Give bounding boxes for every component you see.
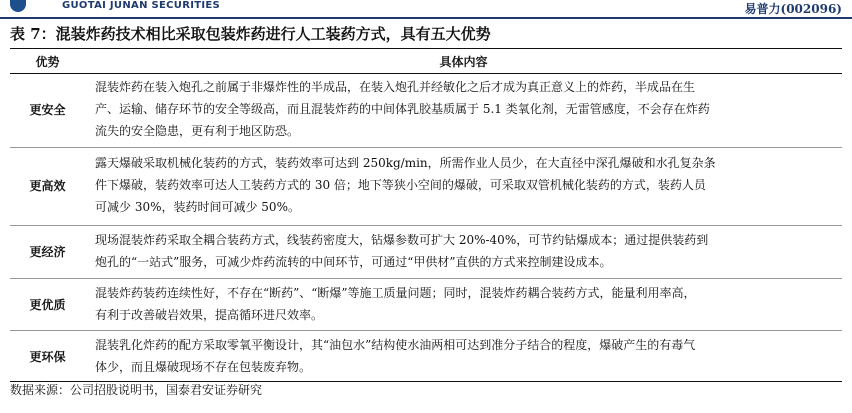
table-row [10,331,842,382]
guotai-junan-logo-icon [10,0,26,12]
content-line: 有利于改善破岩效果，提高循环进尺效率。 [95,308,324,322]
column-header-details: 具体内容 [439,55,488,69]
content-line: 混装乳化炸药的配方采取零氧平衡设计，其“油包水”结构使水油两相可达到准分子结合的程度，爆破产生的有毒气 [95,338,696,352]
row-content [95,334,830,378]
content-line: 产、运输、储存环节的安全等级高，而且混装炸药的中间体乳胶基质属于 5.1 类氧化剂，无雷管感度，不会存在炸药 [95,102,710,116]
data-source-note: 数据来源：公司招股说明书，国泰君安证券研究 [10,383,263,397]
content-line: 流失的安全隐患，更有利于地区防恐。 [95,124,300,138]
column-header-advantage: 优势 [35,55,60,69]
row-label: 更经济 [29,245,66,259]
company-name: GUOTAI JUNAN SECURITIES [62,0,221,11]
row-content [95,152,830,218]
table-row [10,74,842,148]
table-title: 表 7：混装炸药技术相比采取包装炸药进行人工装药方式，具有五大优势 [10,25,491,43]
content-line: 混装炸药装药连续性好，不存在“断药”、“断爆”等施工质量问题；同时，混装炸药耦合装药方式，能量利用率高， [95,286,696,300]
table-row [10,279,842,331]
table-header-row [10,48,842,74]
content-line: 炮孔的“一站式”服务，可减少炸药流转的中间环节，可通过“甲供材”直供的方式来控制建设成本。 [95,255,612,269]
row-label: 更安全 [29,103,66,117]
content-line: 露天爆破采取机械化装药的方式，装药效率可达到 250kg/min，所需作业人员少，在大直径中深孔爆破和水孔复杂条 [95,156,716,170]
row-content [95,282,830,326]
table-row [10,148,842,226]
row-label: 更高效 [29,179,66,193]
row-content [95,229,830,273]
content-line: 可减少 30%，装药时间可减少 50%。 [95,200,300,214]
stock-name: 易普力(002096) [744,2,842,16]
advantages-table [10,48,842,382]
row-label: 更优质 [29,298,66,312]
table-row [10,226,842,279]
content-line: 体少，而且爆破现场不存在包装废弃物。 [95,360,312,374]
header-divider [0,17,852,19]
row-content [95,76,830,142]
content-line: 现场混装炸药采取全耦合装药方式，线装药密度大，钻爆参数可扩大 20%-40%，可节约钻爆成本；通过提供装药到 [95,233,709,247]
content-line: 件下爆破，装药效率可达人工装药方式的 30 倍；地下等狭小空间的爆破，可采取双管机械化装药的方式，装药人员 [95,178,706,192]
content-line: 混装炸药在装入炮孔之前属于非爆炸性的半成品，在装入炮孔并经敏化之后才成为真正意义上的炸药，半成品在生 [95,80,696,94]
report-header [0,0,852,22]
row-label: 更环保 [29,350,66,364]
